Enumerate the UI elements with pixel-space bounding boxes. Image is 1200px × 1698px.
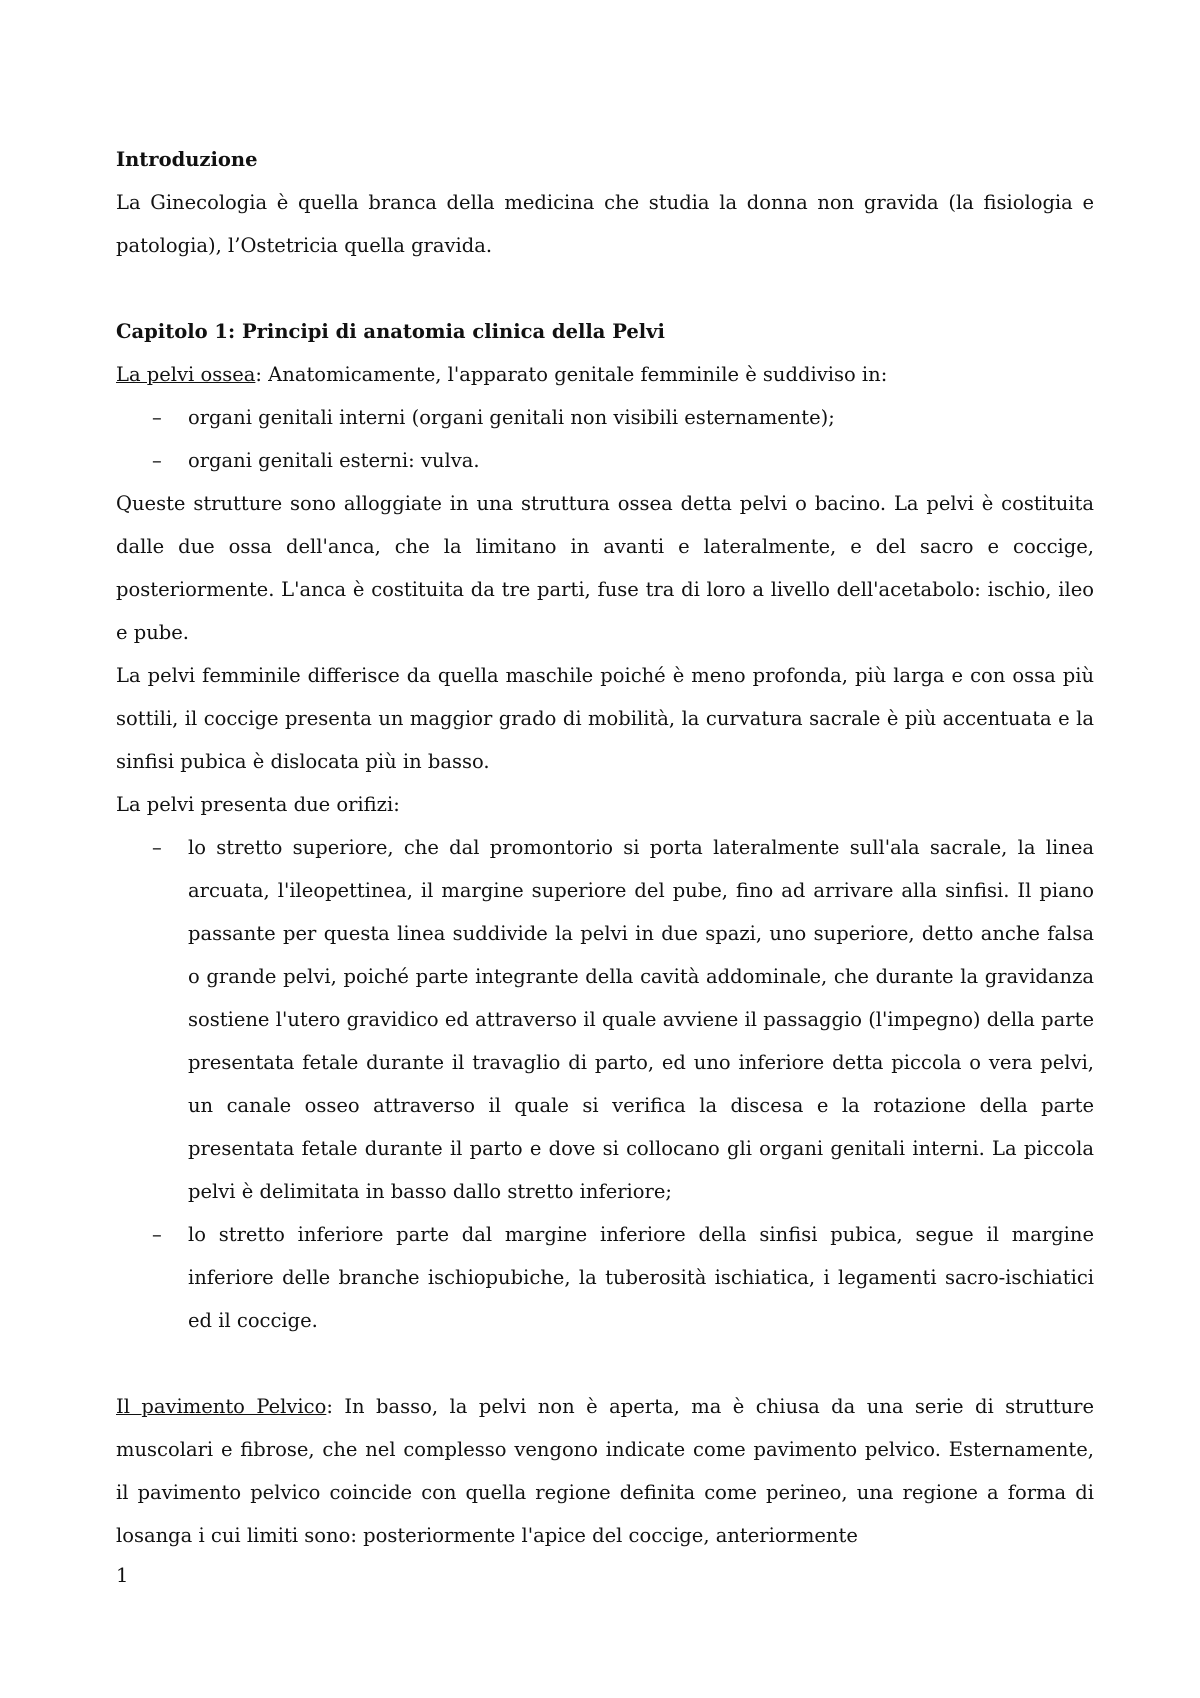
list-item-text: lo stretto inferiore parte dal margine inferiore della sinfisi pubica, segue il margine inferiore delle branche ischiopubiche, la tuberosità ischiatica, i legamenti sacro-ischiatici ed il coccige. <box>188 1223 1094 1332</box>
pelvi-femminile-paragraph: La pelvi femminile differisce da quella maschile poiché è meno profonda, più larga e con ossa più sottili, il coccige presenta un maggior grado di mobilità, la curvatura sacrale è più accentuata e la sinfisi pubica è dislocata più in basso. <box>116 664 1094 773</box>
list-item-text: organi genitali interni (organi genitali non visibili esternamente); <box>188 406 835 429</box>
dash-bullet: – <box>152 836 162 859</box>
document-page <box>116 138 1094 1557</box>
intro-paragraph: La Ginecologia è quella branca della medicina che studia la donna non gravida (la fisiologia e patologia), l’Ostetricia quella gravida. <box>116 191 1094 257</box>
intro-heading: Introduzione <box>116 148 258 171</box>
organi-genitali-list <box>116 396 1094 482</box>
orifizi-list <box>116 826 1094 1342</box>
pavimento-text: : In basso, la pelvi non è aperta, ma è chiusa da una serie di strutture muscolari e fibrose, che nel complesso vengono indicate come pavimento pelvico. Esternamente, il pavimento pelvico coincide con quella regione definita come perineo, una regione a forma di losanga i cui limiti sono: posteriormente l'apice del coccige, anteriormente <box>116 1395 1094 1547</box>
dash-bullet: – <box>152 449 162 472</box>
pelvi-ossea-text: : Anatomicamente, l'apparato genitale femminile è suddiviso in: <box>255 363 888 386</box>
pelvi-ossea-paragraph <box>116 353 1094 396</box>
pelvi-ossea-label: La pelvi ossea <box>116 363 256 386</box>
pavimento-label: Il pavimento Pelvico <box>116 1395 327 1418</box>
page-number: 1 <box>116 1564 129 1587</box>
spacer <box>116 1342 1094 1385</box>
orifizi-intro: La pelvi presenta due orifizi: <box>116 793 400 816</box>
list-item-text: organi genitali esterni: vulva. <box>188 449 480 472</box>
dash-bullet: – <box>152 1223 162 1246</box>
list-item <box>116 396 1094 439</box>
strutture-paragraph: Queste strutture sono alloggiate in una struttura ossea detta pelvi o bacino. La pelvi è costituita dalle due ossa dell'anca, che la limitano in avanti e lateralmente, e del sacro e coccige, posteriormente. L'anca è costituita da tre parti, fuse tra di loro a livello dell'acetabolo: ischio, ileo e pube. <box>116 492 1094 644</box>
chapter-heading: Capitolo 1: Principi di anatomia clinica della Pelvi <box>116 320 665 343</box>
list-item-text: lo stretto superiore, che dal promontorio si porta lateralmente sull'ala sacrale, la linea arcuata, l'ileopettinea, il margine superiore del pube, fino ad arrivare alla sinfisi. Il piano passante per questa linea suddivide la pelvi in due spazi, uno superiore, detto anche falsa o grande pelvi, poiché parte integrante della cavità addominale, che durante la gravidanza sostiene l'utero gravidico ed attraverso il quale avviene il passaggio (l'impegno) della parte presentata fetale durante il travaglio di parto, ed uno inferiore detta piccola o vera pelvi, un canale osseo attraverso il quale si verifica la discesa e la rotazione della parte presentata fetale durante il parto e dove si collocano gli organi genitali interni. La piccola pelvi è delimitata in basso dallo stretto inferiore; <box>188 836 1094 1203</box>
list-item <box>116 439 1094 482</box>
pavimento-paragraph <box>116 1385 1094 1557</box>
spacer <box>116 267 1094 310</box>
list-item <box>116 826 1094 1213</box>
dash-bullet: – <box>152 406 162 429</box>
list-item <box>116 1213 1094 1342</box>
